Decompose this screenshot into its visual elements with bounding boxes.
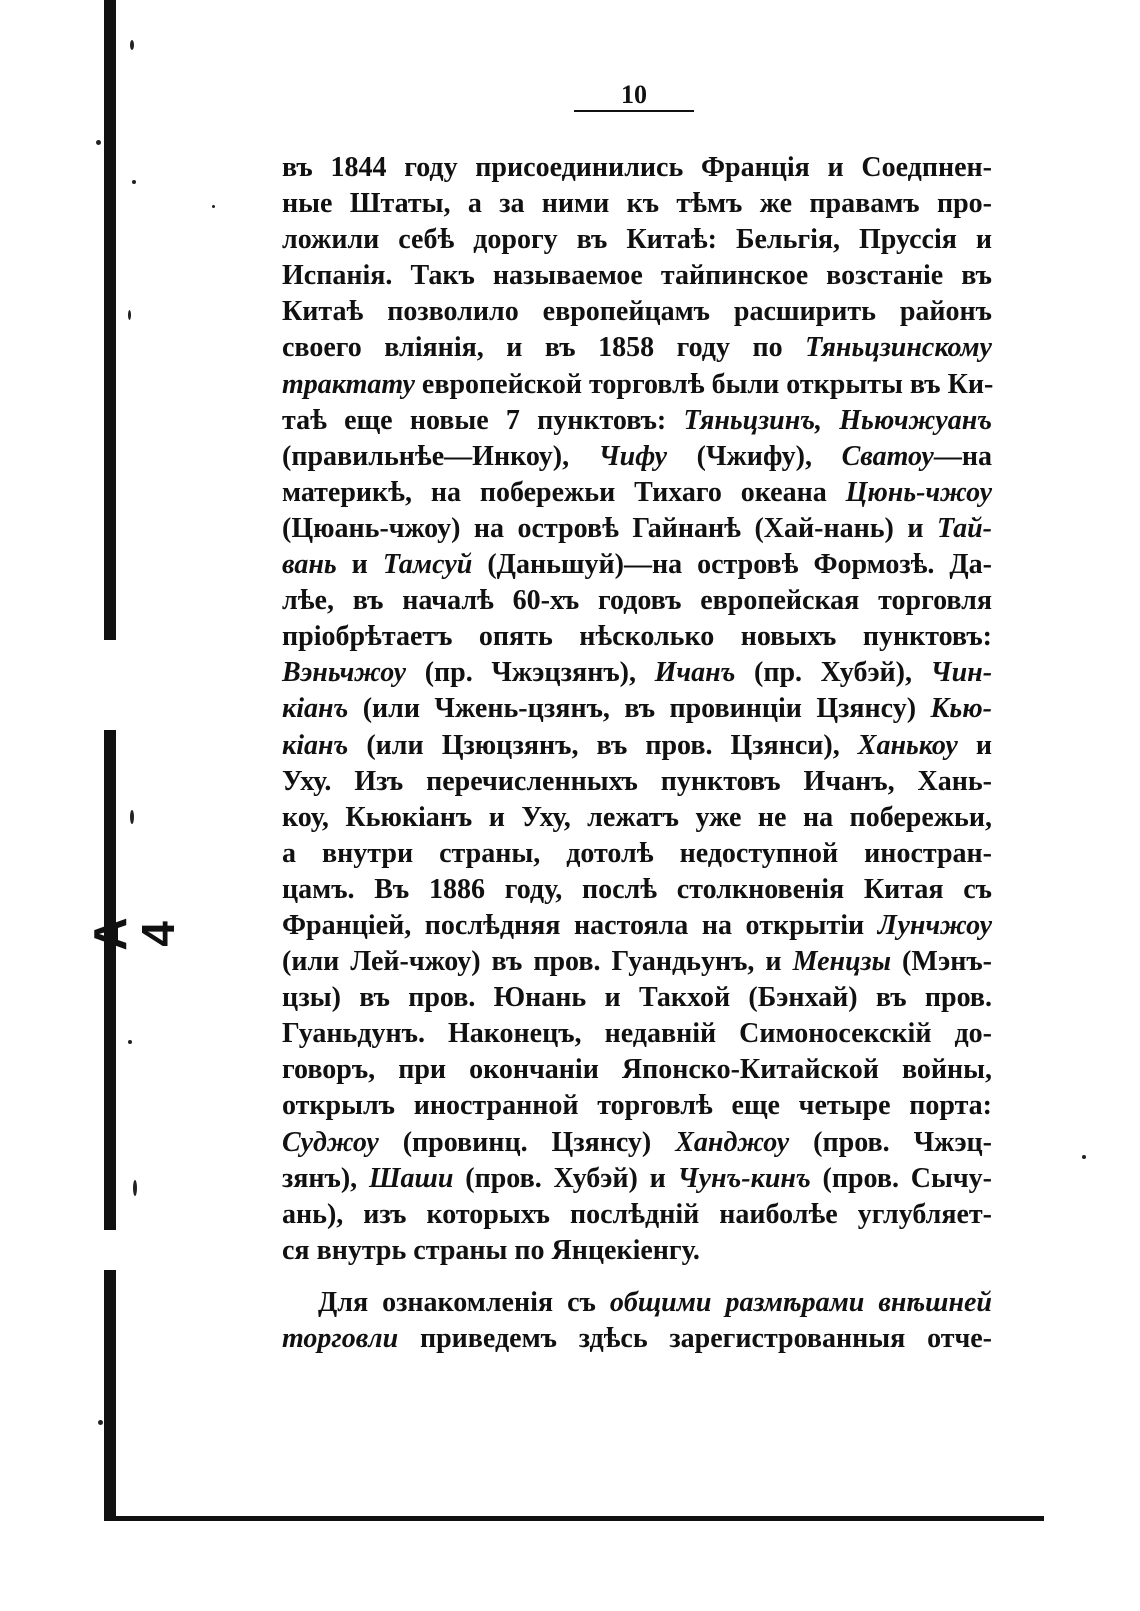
text-run: таѣ еще новые 7 пунктовъ: xyxy=(282,404,684,436)
italic-term: Ханькоу xyxy=(857,729,958,761)
speck xyxy=(212,205,215,208)
text-run: приведемъ здѣсь зарегистрованныя отче- xyxy=(398,1323,992,1354)
text-line xyxy=(282,1233,992,1269)
main-text xyxy=(282,150,992,1357)
text-run: (Даньшуй)—на островѣ Формозѣ. Да- xyxy=(472,549,992,581)
text-line xyxy=(282,1088,992,1124)
text-run: и xyxy=(336,549,383,581)
text-line xyxy=(282,583,992,619)
text-run: ложили себѣ дорогу въ Китаѣ: Бельгія, Пруссія и xyxy=(282,224,992,256)
text-run: (провинц. Цзянсу) xyxy=(378,1126,676,1158)
text-line xyxy=(282,655,992,691)
speck xyxy=(128,310,131,320)
side-label: A 4 xyxy=(84,913,184,951)
text-run: и xyxy=(957,729,992,761)
italic-term: Чифу xyxy=(598,440,667,472)
text-line xyxy=(282,1052,992,1088)
binding-edge-gap xyxy=(104,640,116,730)
text-line xyxy=(282,1161,992,1197)
speck xyxy=(1082,1155,1086,1159)
text-line xyxy=(282,511,992,547)
paragraph xyxy=(282,1285,992,1357)
text-line xyxy=(282,222,992,258)
text-run: материкѣ, на побережьи Тихаго океана xyxy=(282,476,846,508)
text-run: Франціей, послѣдняя настояла на открытіи xyxy=(282,909,878,941)
text-line xyxy=(282,908,992,944)
text-line xyxy=(282,1125,992,1161)
speck xyxy=(98,1420,103,1425)
italic-term: Лунчжоу xyxy=(877,909,992,941)
speck xyxy=(128,1040,132,1044)
text-line xyxy=(282,258,992,294)
text-run: а внутри страны, дотолѣ недоступной иностран- xyxy=(282,837,992,869)
text-run: (правильнѣе—Инкоу), xyxy=(282,440,599,472)
italic-term: кіанъ xyxy=(282,693,349,725)
text-line xyxy=(282,872,992,908)
italic-term: Суджоу xyxy=(282,1126,379,1158)
italic-term: Вэньчжоу xyxy=(282,657,407,689)
text-run: (или Чжень-цзянъ, въ провинціи Цзянсу) xyxy=(348,693,931,725)
text-run: Для ознакомленія съ xyxy=(318,1286,610,1318)
italic-term: Сватоу xyxy=(841,440,934,472)
text-run: въ 1844 году присоединились Франція и Соедпнен- xyxy=(282,152,992,183)
text-run: пріобрѣтаетъ опять нѣсколько новыхъ пунктовъ: xyxy=(282,621,992,653)
text-line xyxy=(282,186,992,222)
text-line xyxy=(282,150,992,186)
text-run: Гуаньдунъ. Наконецъ, недавній Симоносекскій до- xyxy=(282,1018,992,1050)
italic-term: вань xyxy=(282,549,337,581)
text-line xyxy=(282,294,992,330)
speck xyxy=(133,1180,137,1196)
text-run: говоръ, при окончаніи Японско-Китайской войны, xyxy=(282,1054,992,1086)
speck xyxy=(132,180,136,184)
text-run: —на xyxy=(933,440,992,472)
text-line xyxy=(282,439,992,475)
text-run: европейской торговлѣ были открыты въ Ки- xyxy=(414,368,994,400)
text-run: (пр. Хубэй), xyxy=(735,657,931,689)
text-run: цамъ. Въ 1886 году, послѣ столкновенія Китая съ xyxy=(282,873,992,905)
italic-term: Кью- xyxy=(930,693,992,725)
text-line xyxy=(282,367,992,403)
text-line xyxy=(282,980,992,1016)
bottom-edge-line xyxy=(104,1516,1044,1521)
text-line xyxy=(282,764,992,800)
text-run: ся внутрь страны по Янцекіенгу. xyxy=(282,1234,700,1266)
text-line xyxy=(282,944,992,980)
binding-edge xyxy=(104,0,116,1520)
text-line xyxy=(282,475,992,511)
italic-term: Шаши xyxy=(369,1162,454,1194)
italic-term: Тяньцзинскому xyxy=(805,332,992,364)
speck xyxy=(130,810,134,824)
italic-term: Тамсуй xyxy=(382,549,473,581)
italic-term: общими размѣрами внѣшней xyxy=(609,1286,993,1318)
text-run: зянъ), xyxy=(282,1162,369,1194)
text-run: (пров. Хубэй) и xyxy=(453,1162,678,1194)
italic-term: Чунъ-кинъ xyxy=(677,1162,811,1194)
text-run: своего вліянія, и въ 1858 году по xyxy=(282,332,806,364)
text-line xyxy=(282,1016,992,1052)
text-run: (пров. Чжэц- xyxy=(789,1126,992,1158)
italic-term: Тай- xyxy=(937,512,992,544)
speck xyxy=(130,40,134,50)
text-run: Уху. Изъ перечисленныхъ пунктовъ Ичанъ, Хань- xyxy=(282,765,992,797)
text-run: (Цюань-чжоу) на островѣ Гайнанѣ (Хай-нань) и xyxy=(282,512,937,544)
text-line xyxy=(282,619,992,655)
text-run: (Мэнъ- xyxy=(891,946,992,978)
text-run: (или Цзюцзянъ, въ пров. Цзянси), xyxy=(348,729,858,761)
text-run: Испанія. Такъ называемое тайпинское возстаніе въ xyxy=(282,260,992,292)
text-line xyxy=(282,691,992,727)
text-run: (Чжифу), xyxy=(667,440,842,472)
text-line xyxy=(282,1321,992,1357)
text-run: Китаѣ позволило европейцамъ расширить районъ xyxy=(282,296,992,328)
speck xyxy=(96,140,101,145)
page-number-rule xyxy=(574,110,694,112)
italic-term: Менцзы xyxy=(792,946,891,978)
text-run: открылъ иностранной торговлѣ еще четыре порта: xyxy=(282,1090,992,1122)
text-line xyxy=(282,800,992,836)
italic-term: Тяньцзинъ, Ньючжуанъ xyxy=(683,404,992,436)
text-line xyxy=(282,836,992,872)
text-run: (пр. Чжэцзянъ), xyxy=(406,657,655,689)
text-run: ные Штаты, а за ними къ тѣмъ же правамъ про- xyxy=(282,188,992,220)
text-run: цзы) въ пров. Юнань и Такхой (Бэнхай) въ пров. xyxy=(282,982,992,1014)
text-line xyxy=(282,330,992,366)
italic-term: торговли xyxy=(282,1323,399,1354)
italic-term: Ханджоу xyxy=(675,1126,790,1158)
text-run: лѣе, въ началѣ 60-хъ годовъ европейская торговля xyxy=(282,585,992,617)
page-number: 10 xyxy=(621,80,647,109)
text-line xyxy=(282,403,992,439)
italic-term: Ичанъ xyxy=(654,657,736,689)
paragraph xyxy=(282,150,992,1269)
italic-term: кіанъ xyxy=(282,729,349,761)
text-run: (пров. Сычу- xyxy=(810,1162,992,1194)
italic-term: трактату xyxy=(282,368,415,400)
italic-term: Чин- xyxy=(930,657,993,689)
text-line xyxy=(282,728,992,764)
text-line xyxy=(282,547,992,583)
text-run: ань), изъ которыхъ послѣдній наиболѣе углубляет- xyxy=(282,1198,992,1230)
text-run: коу, Кьюкіанъ и Уху, лежатъ уже не на побережьи, xyxy=(282,801,992,833)
text-line xyxy=(282,1197,992,1233)
text-run: (или Лей-чжоу) въ пров. Гуандьунъ, и xyxy=(282,946,793,978)
text-line xyxy=(282,1285,992,1321)
italic-term: Цюнь-чжоу xyxy=(845,476,992,508)
binding-edge-gap xyxy=(104,1230,116,1270)
